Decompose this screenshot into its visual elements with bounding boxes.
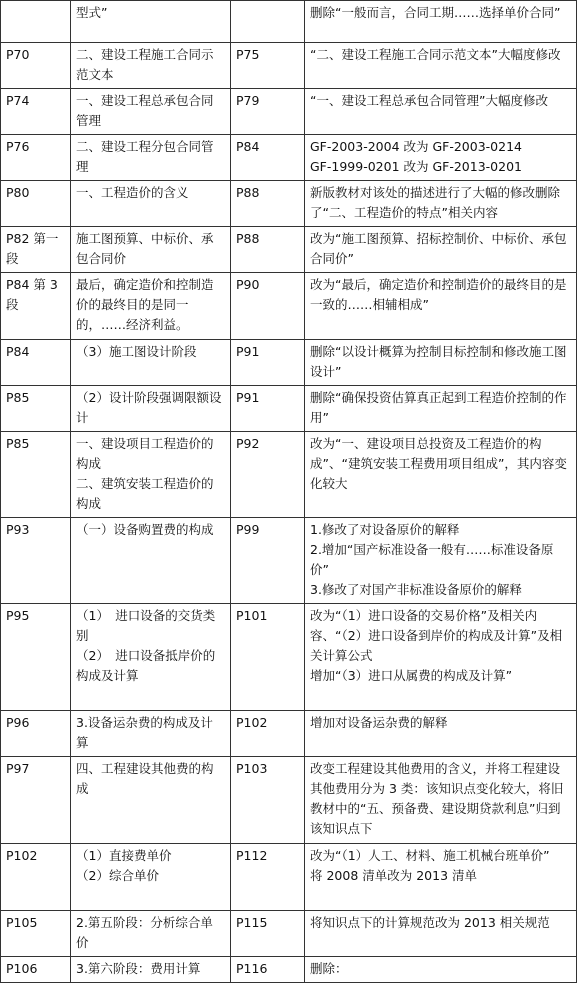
new-page-cell: P79 — [231, 89, 305, 135]
change-description-cell-line: 删除“一般而言，合同工期……选择单价合同” — [310, 5, 561, 20]
change-description-cell — [305, 386, 577, 432]
change-description-cell — [305, 432, 577, 518]
change-description-cell-line: 新版教材对该处的描述进行了大幅的修改删除了“二、工程造价的特点”相关内容 — [310, 185, 561, 220]
old-content-cell — [71, 604, 231, 711]
old-content-cell — [71, 844, 231, 911]
new-page-cell: P91 — [231, 386, 305, 432]
change-description-cell — [305, 135, 577, 181]
table-row — [1, 432, 577, 518]
table-row — [1, 340, 577, 386]
old-content-cell-line: 一、建设项目工程造价的构成 — [76, 436, 214, 471]
change-description-cell — [305, 89, 577, 135]
old-content-cell — [71, 273, 231, 340]
change-description-cell-line: 删除： — [310, 961, 348, 976]
new-page-cell: P99 — [231, 518, 305, 604]
change-description-cell — [305, 1, 577, 43]
table-row — [1, 135, 577, 181]
old-content-cell-line: （2） 进口设备抵岸价的构成及计算 — [76, 648, 216, 683]
change-description-cell-line: 改为“最后，确定造价和控制造价的最终目的是一致的……相辅相成” — [310, 277, 567, 312]
old-page-cell: P85 — [1, 386, 71, 432]
change-description-cell-line: 3.修改了对国产非标准设备原价的解释 — [310, 582, 522, 597]
old-page-cell: P84 — [1, 340, 71, 386]
old-content-cell-line: （一）设备购置费的构成 — [76, 522, 214, 537]
old-page-cell: P105 — [1, 911, 71, 957]
old-content-cell-line: 一、工程造价的含义 — [76, 185, 189, 200]
old-content-cell-line: 3.设备运杂费的构成及计算 — [76, 715, 213, 750]
change-description-cell-line: 改为“（1）人工、材料、施工机械台班单价” — [310, 848, 550, 863]
change-description-cell-line: 删除“以设计概算为控制目标控制和修改施工图设计” — [310, 344, 567, 379]
old-content-cell-line: 型式” — [76, 5, 108, 20]
change-description-cell-line: 改变工程建设其他费用的含义，并将工程建设其他费用分为 3 类：该知识点变化较大，将旧教材中的“五、预备费、建设期贷款利息”归到该知识点下 — [310, 761, 564, 836]
old-page-cell: P97 — [1, 757, 71, 844]
table-row — [1, 604, 577, 711]
change-description-cell — [305, 757, 577, 844]
new-page-cell: P112 — [231, 844, 305, 911]
old-content-cell-line: （1）直接费单价 — [76, 848, 172, 863]
old-content-cell-line: （2）设计阶段强调限额设计 — [76, 390, 222, 425]
old-page-cell: P106 — [1, 957, 71, 983]
old-content-cell-line: 2.第五阶段：分析综合单价 — [76, 915, 213, 950]
old-content-cell-line: 施工图预算、中标价、承包合同价 — [76, 231, 214, 266]
old-content-cell — [71, 711, 231, 757]
old-page-cell: P85 — [1, 432, 71, 518]
old-content-cell — [71, 135, 231, 181]
table-row — [1, 518, 577, 604]
new-page-cell: P102 — [231, 711, 305, 757]
change-description-cell-line: “一、建设工程总承包合同管理”大幅度修改 — [310, 93, 548, 108]
old-content-cell-line: 最后，确定造价和控制造价的最终目的是同一的，……经济利益。 — [76, 277, 214, 332]
table-row — [1, 89, 577, 135]
old-content-cell — [71, 518, 231, 604]
old-page-cell: P70 — [1, 43, 71, 89]
old-page-cell: P96 — [1, 711, 71, 757]
old-content-cell-line: 四、工程建设其他费的构成 — [76, 761, 214, 796]
old-content-cell — [71, 957, 231, 983]
new-page-cell: P91 — [231, 340, 305, 386]
change-description-cell-line: 改为“（1）进口设备的交易价格”及相关内容、“（2）进口设备到岸价的构成及计算”及相关计算公式 — [310, 608, 563, 663]
change-description-cell-line: GF-1999-0201 改为 GF-2013-0201 — [310, 159, 522, 174]
new-page-cell: P90 — [231, 273, 305, 340]
table-row — [1, 273, 577, 340]
old-page-cell: P80 — [1, 181, 71, 227]
change-description-cell — [305, 43, 577, 89]
old-content-cell-line: 3.第六阶段：费用计算 — [76, 961, 201, 976]
change-description-cell-line: 2.增加“国产标准设备一般有……标准设备原价” — [310, 542, 554, 577]
change-description-cell-line: 1.修改了对设备原价的解释 — [310, 522, 460, 537]
old-content-cell-line: （3）施工图设计阶段 — [76, 344, 197, 359]
revision-table-body — [1, 1, 577, 983]
table-row — [1, 711, 577, 757]
old-content-cell — [71, 1, 231, 43]
old-page-cell: P76 — [1, 135, 71, 181]
old-page-cell — [1, 1, 71, 43]
new-page-cell: P84 — [231, 135, 305, 181]
change-description-cell-line: “二、建设工程施工合同示范文本”大幅度修改 — [310, 47, 561, 62]
old-content-cell-line: 二、建设工程施工合同示范文本 — [76, 47, 214, 82]
change-description-cell — [305, 711, 577, 757]
change-description-cell-line: GF-2003-2004 改为 GF-2003-0214 — [310, 139, 522, 154]
table-row — [1, 757, 577, 844]
old-content-cell — [71, 340, 231, 386]
table-row — [1, 844, 577, 911]
new-page-cell: P103 — [231, 757, 305, 844]
new-page-cell: P101 — [231, 604, 305, 711]
table-row — [1, 957, 577, 983]
change-description-cell — [305, 518, 577, 604]
change-description-cell — [305, 911, 577, 957]
table-row — [1, 43, 577, 89]
table-row — [1, 911, 577, 957]
old-page-cell: P74 — [1, 89, 71, 135]
old-content-cell-line: （2）综合单价 — [76, 868, 159, 883]
change-description-cell-line: 增加对设备运杂费的解释 — [310, 715, 448, 730]
old-content-cell — [71, 89, 231, 135]
old-content-cell-line: 二、建筑安装工程造价的构成 — [76, 476, 214, 511]
new-page-cell: P88 — [231, 227, 305, 273]
old-page-cell: P102 — [1, 844, 71, 911]
change-description-cell — [305, 957, 577, 983]
old-page-cell: P93 — [1, 518, 71, 604]
change-description-cell-line: 将 2008 清单改为 2013 清单 — [310, 868, 478, 883]
old-content-cell-line: 二、建设工程分包合同管理 — [76, 139, 214, 174]
table-row — [1, 181, 577, 227]
old-page-cell: P82 第一段 — [1, 227, 71, 273]
old-content-cell — [71, 757, 231, 844]
table-row — [1, 1, 577, 43]
change-description-cell — [305, 844, 577, 911]
change-description-cell — [305, 604, 577, 711]
old-page-cell: P84 第 3 段 — [1, 273, 71, 340]
new-page-cell: P88 — [231, 181, 305, 227]
change-description-cell — [305, 227, 577, 273]
old-page-cell: P95 — [1, 604, 71, 711]
change-description-cell — [305, 273, 577, 340]
old-content-cell — [71, 386, 231, 432]
new-page-cell: P75 — [231, 43, 305, 89]
change-description-cell — [305, 181, 577, 227]
change-description-cell-line: 改为“施工图预算、招标控制价、中标价、承包合同价” — [310, 231, 567, 266]
old-content-cell — [71, 181, 231, 227]
change-description-cell-line: 改为“一、建设项目总投资及工程造价的构成”、“建筑安装工程费用项目组成”，其内容变化较大 — [310, 436, 567, 491]
old-content-cell — [71, 43, 231, 89]
new-page-cell: P115 — [231, 911, 305, 957]
old-content-cell-line: 一、建设工程总承包合同管理 — [76, 93, 214, 128]
old-content-cell — [71, 911, 231, 957]
change-description-cell-line: 删除“确保投资估算真正起到工程造价控制的作用” — [310, 390, 567, 425]
old-content-cell — [71, 227, 231, 273]
change-description-cell — [305, 340, 577, 386]
change-description-cell-line: 增加“（3）进口从属费的构成及计算” — [310, 668, 513, 683]
table-row — [1, 227, 577, 273]
old-content-cell-line: （1） 进口设备的交货类别 — [76, 608, 216, 643]
new-page-cell: P92 — [231, 432, 305, 518]
change-description-cell-line: 将知识点下的计算规范改为 2013 相关规范 — [310, 915, 550, 930]
new-page-cell — [231, 1, 305, 43]
new-page-cell: P116 — [231, 957, 305, 983]
table-row — [1, 386, 577, 432]
old-content-cell — [71, 432, 231, 518]
